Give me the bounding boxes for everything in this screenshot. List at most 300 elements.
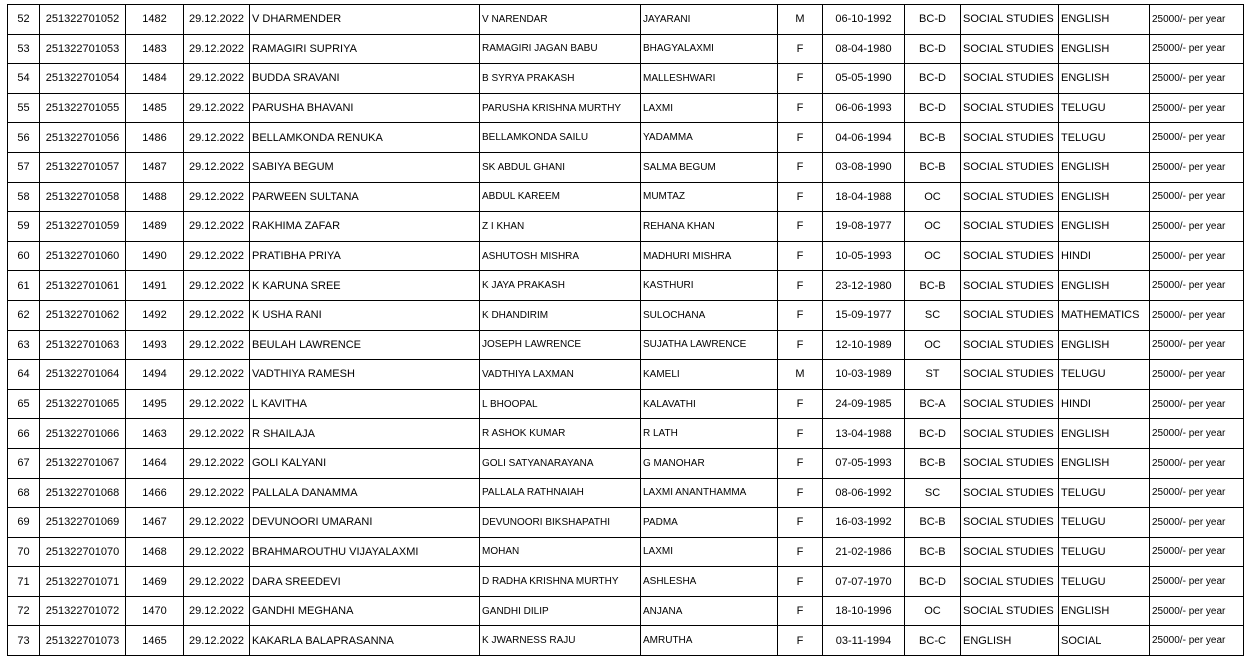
mother-name-cell: SULOCHANA xyxy=(641,300,778,330)
mother-name-cell: R LATH xyxy=(641,419,778,449)
roll-no-cell: 1468 xyxy=(126,537,184,567)
category-cell: BC-B xyxy=(905,537,961,567)
dob-cell: 07-07-1970 xyxy=(823,567,905,597)
date-cell: 29.12.2022 xyxy=(184,241,250,271)
roll-no-cell: 1483 xyxy=(126,34,184,64)
category-cell: OC xyxy=(905,241,961,271)
subject-2-cell: ENGLISH xyxy=(1059,5,1150,35)
father-name-cell: V NARENDAR xyxy=(480,5,641,35)
sl-no-cell: 69 xyxy=(8,508,40,538)
date-cell: 29.12.2022 xyxy=(184,360,250,390)
mother-name-cell: KALAVATHI xyxy=(641,389,778,419)
subject-2-cell: ENGLISH xyxy=(1059,64,1150,94)
roll-no-cell: 1495 xyxy=(126,389,184,419)
subject-2-cell: TELUGU xyxy=(1059,537,1150,567)
subject-1-cell: SOCIAL STUDIES xyxy=(961,152,1059,182)
subject-1-cell: SOCIAL STUDIES xyxy=(961,448,1059,478)
table-row xyxy=(8,360,1244,390)
subject-1-cell: SOCIAL STUDIES xyxy=(961,34,1059,64)
father-name-cell: SK ABDUL GHANI xyxy=(480,152,641,182)
name-cell: DARA SREEDEVI xyxy=(250,567,480,597)
category-cell: BC-B xyxy=(905,152,961,182)
reg-no-cell: 251322701065 xyxy=(40,389,126,419)
table-row xyxy=(8,330,1244,360)
fee-cell: 25000/- per year xyxy=(1150,508,1244,538)
subject-2-cell: MATHEMATICS xyxy=(1059,300,1150,330)
fee-cell: 25000/- per year xyxy=(1150,478,1244,508)
roll-no-cell: 1487 xyxy=(126,152,184,182)
subject-2-cell: ENGLISH xyxy=(1059,419,1150,449)
dob-cell: 05-05-1990 xyxy=(823,64,905,94)
dob-cell: 15-09-1977 xyxy=(823,300,905,330)
category-cell: BC-D xyxy=(905,5,961,35)
category-cell: BC-D xyxy=(905,34,961,64)
category-cell: OC xyxy=(905,596,961,626)
subject-1-cell: SOCIAL STUDIES xyxy=(961,389,1059,419)
father-name-cell: L BHOOPAL xyxy=(480,389,641,419)
sl-no-cell: 52 xyxy=(8,5,40,35)
date-cell: 29.12.2022 xyxy=(184,271,250,301)
subject-2-cell: ENGLISH xyxy=(1059,182,1150,212)
roll-no-cell: 1492 xyxy=(126,300,184,330)
sl-no-cell: 67 xyxy=(8,448,40,478)
dob-cell: 06-10-1992 xyxy=(823,5,905,35)
father-name-cell: JOSEPH LAWRENCE xyxy=(480,330,641,360)
mother-name-cell: SUJATHA LAWRENCE xyxy=(641,330,778,360)
date-cell: 29.12.2022 xyxy=(184,419,250,449)
name-cell: BRAHMAROUTHU VIJAYALAXMI xyxy=(250,537,480,567)
mother-name-cell: SALMA BEGUM xyxy=(641,152,778,182)
category-cell: ST xyxy=(905,360,961,390)
father-name-cell: R ASHOK KUMAR xyxy=(480,419,641,449)
fee-cell: 25000/- per year xyxy=(1150,212,1244,242)
date-cell: 29.12.2022 xyxy=(184,596,250,626)
sl-no-cell: 62 xyxy=(8,300,40,330)
category-cell: SC xyxy=(905,478,961,508)
roll-no-cell: 1494 xyxy=(126,360,184,390)
category-cell: OC xyxy=(905,330,961,360)
table-row xyxy=(8,34,1244,64)
roll-no-cell: 1484 xyxy=(126,64,184,94)
mother-name-cell: LAXMI ANANTHAMMA xyxy=(641,478,778,508)
category-cell: BC-B xyxy=(905,508,961,538)
fee-cell: 25000/- per year xyxy=(1150,567,1244,597)
gender-cell: M xyxy=(778,360,823,390)
fee-cell: 25000/- per year xyxy=(1150,5,1244,35)
fee-cell: 25000/- per year xyxy=(1150,123,1244,153)
sl-no-cell: 63 xyxy=(8,330,40,360)
name-cell: PARWEEN SULTANA xyxy=(250,182,480,212)
subject-2-cell: TELUGU xyxy=(1059,93,1150,123)
roll-no-cell: 1489 xyxy=(126,212,184,242)
category-cell: BC-D xyxy=(905,567,961,597)
dob-cell: 18-10-1996 xyxy=(823,596,905,626)
subject-1-cell: SOCIAL STUDIES xyxy=(961,360,1059,390)
gender-cell: F xyxy=(778,241,823,271)
subject-2-cell: TELUGU xyxy=(1059,360,1150,390)
name-cell: PALLALA DANAMMA xyxy=(250,478,480,508)
table-row xyxy=(8,389,1244,419)
reg-no-cell: 251322701064 xyxy=(40,360,126,390)
sl-no-cell: 60 xyxy=(8,241,40,271)
date-cell: 29.12.2022 xyxy=(184,182,250,212)
gender-cell: F xyxy=(778,448,823,478)
mother-name-cell: KAMELI xyxy=(641,360,778,390)
date-cell: 29.12.2022 xyxy=(184,330,250,360)
subject-1-cell: SOCIAL STUDIES xyxy=(961,212,1059,242)
mother-name-cell: LAXMI xyxy=(641,93,778,123)
reg-no-cell: 251322701063 xyxy=(40,330,126,360)
date-cell: 29.12.2022 xyxy=(184,300,250,330)
subject-1-cell: SOCIAL STUDIES xyxy=(961,5,1059,35)
dob-cell: 18-04-1988 xyxy=(823,182,905,212)
fee-cell: 25000/- per year xyxy=(1150,300,1244,330)
father-name-cell: ABDUL KAREEM xyxy=(480,182,641,212)
roll-no-cell: 1482 xyxy=(126,5,184,35)
gender-cell: F xyxy=(778,34,823,64)
date-cell: 29.12.2022 xyxy=(184,567,250,597)
category-cell: BC-D xyxy=(905,419,961,449)
subject-1-cell: SOCIAL STUDIES xyxy=(961,567,1059,597)
father-name-cell: D RADHA KRISHNA MURTHY xyxy=(480,567,641,597)
name-cell: K USHA RANI xyxy=(250,300,480,330)
reg-no-cell: 251322701059 xyxy=(40,212,126,242)
category-cell: BC-B xyxy=(905,448,961,478)
table-row xyxy=(8,64,1244,94)
subject-2-cell: ENGLISH xyxy=(1059,271,1150,301)
reg-no-cell: 251322701061 xyxy=(40,271,126,301)
sl-no-cell: 66 xyxy=(8,419,40,449)
subject-1-cell: SOCIAL STUDIES xyxy=(961,478,1059,508)
reg-no-cell: 251322701058 xyxy=(40,182,126,212)
mother-name-cell: MALLESHWARI xyxy=(641,64,778,94)
subject-2-cell: TELUGU xyxy=(1059,478,1150,508)
roll-no-cell: 1491 xyxy=(126,271,184,301)
table-body xyxy=(8,5,1244,656)
date-cell: 29.12.2022 xyxy=(184,64,250,94)
father-name-cell: GOLI SATYANARAYANA xyxy=(480,448,641,478)
reg-no-cell: 251322701066 xyxy=(40,419,126,449)
table-row xyxy=(8,596,1244,626)
fee-cell: 25000/- per year xyxy=(1150,271,1244,301)
table-row xyxy=(8,212,1244,242)
gender-cell: F xyxy=(778,300,823,330)
date-cell: 29.12.2022 xyxy=(184,123,250,153)
gender-cell: F xyxy=(778,64,823,94)
category-cell: BC-D xyxy=(905,93,961,123)
name-cell: DEVUNOORI UMARANI xyxy=(250,508,480,538)
roll-no-cell: 1464 xyxy=(126,448,184,478)
gender-cell: F xyxy=(778,537,823,567)
dob-cell: 06-06-1993 xyxy=(823,93,905,123)
reg-no-cell: 251322701053 xyxy=(40,34,126,64)
dob-cell: 10-05-1993 xyxy=(823,241,905,271)
sl-no-cell: 72 xyxy=(8,596,40,626)
category-cell: BC-C xyxy=(905,626,961,656)
reg-no-cell: 251322701071 xyxy=(40,567,126,597)
fee-cell: 25000/- per year xyxy=(1150,330,1244,360)
category-cell: SC xyxy=(905,300,961,330)
name-cell: PARUSHA BHAVANI xyxy=(250,93,480,123)
reg-no-cell: 251322701055 xyxy=(40,93,126,123)
date-cell: 29.12.2022 xyxy=(184,5,250,35)
subject-1-cell: SOCIAL STUDIES xyxy=(961,508,1059,538)
date-cell: 29.12.2022 xyxy=(184,626,250,656)
dob-cell: 16-03-1992 xyxy=(823,508,905,538)
subject-1-cell: SOCIAL STUDIES xyxy=(961,300,1059,330)
mother-name-cell: LAXMI xyxy=(641,537,778,567)
name-cell: RAMAGIRI SUPRIYA xyxy=(250,34,480,64)
subject-2-cell: ENGLISH xyxy=(1059,212,1150,242)
mother-name-cell: KASTHURI xyxy=(641,271,778,301)
reg-no-cell: 251322701057 xyxy=(40,152,126,182)
sl-no-cell: 71 xyxy=(8,567,40,597)
reg-no-cell: 251322701060 xyxy=(40,241,126,271)
table-row xyxy=(8,567,1244,597)
name-cell: GANDHI MEGHANA xyxy=(250,596,480,626)
reg-no-cell: 251322701062 xyxy=(40,300,126,330)
father-name-cell: K DHANDIRIM xyxy=(480,300,641,330)
name-cell: BELLAMKONDA RENUKA xyxy=(250,123,480,153)
gender-cell: M xyxy=(778,5,823,35)
date-cell: 29.12.2022 xyxy=(184,152,250,182)
reg-no-cell: 251322701067 xyxy=(40,448,126,478)
subject-1-cell: SOCIAL STUDIES xyxy=(961,64,1059,94)
gender-cell: F xyxy=(778,567,823,597)
subject-2-cell: HINDI xyxy=(1059,241,1150,271)
subject-2-cell: ENGLISH xyxy=(1059,152,1150,182)
fee-cell: 25000/- per year xyxy=(1150,182,1244,212)
sl-no-cell: 58 xyxy=(8,182,40,212)
mother-name-cell: ASHLESHA xyxy=(641,567,778,597)
gender-cell: F xyxy=(778,626,823,656)
table-row xyxy=(8,419,1244,449)
roll-no-cell: 1469 xyxy=(126,567,184,597)
fee-cell: 25000/- per year xyxy=(1150,596,1244,626)
name-cell: BUDDA SRAVANI xyxy=(250,64,480,94)
dob-cell: 24-09-1985 xyxy=(823,389,905,419)
table-row xyxy=(8,448,1244,478)
table-row xyxy=(8,241,1244,271)
mother-name-cell: BHAGYALAXMI xyxy=(641,34,778,64)
father-name-cell: PALLALA RATHNAIAH xyxy=(480,478,641,508)
fee-cell: 25000/- per year xyxy=(1150,93,1244,123)
reg-no-cell: 251322701068 xyxy=(40,478,126,508)
subject-1-cell: SOCIAL STUDIES xyxy=(961,182,1059,212)
roll-no-cell: 1488 xyxy=(126,182,184,212)
name-cell: RAKHIMA ZAFAR xyxy=(250,212,480,242)
sl-no-cell: 55 xyxy=(8,93,40,123)
mother-name-cell: AMRUTHA xyxy=(641,626,778,656)
mother-name-cell: G MANOHAR xyxy=(641,448,778,478)
fee-cell: 25000/- per year xyxy=(1150,64,1244,94)
name-cell: PRATIBHA PRIYA xyxy=(250,241,480,271)
date-cell: 29.12.2022 xyxy=(184,34,250,64)
table-row xyxy=(8,537,1244,567)
sl-no-cell: 54 xyxy=(8,64,40,94)
roll-no-cell: 1465 xyxy=(126,626,184,656)
reg-no-cell: 251322701070 xyxy=(40,537,126,567)
date-cell: 29.12.2022 xyxy=(184,93,250,123)
table-row xyxy=(8,478,1244,508)
date-cell: 29.12.2022 xyxy=(184,508,250,538)
father-name-cell: VADTHIYA LAXMAN xyxy=(480,360,641,390)
roll-no-cell: 1463 xyxy=(126,419,184,449)
subject-1-cell: SOCIAL STUDIES xyxy=(961,537,1059,567)
date-cell: 29.12.2022 xyxy=(184,448,250,478)
reg-no-cell: 251322701072 xyxy=(40,596,126,626)
mother-name-cell: REHANA KHAN xyxy=(641,212,778,242)
father-name-cell: GANDHI DILIP xyxy=(480,596,641,626)
reg-no-cell: 251322701073 xyxy=(40,626,126,656)
dob-cell: 19-08-1977 xyxy=(823,212,905,242)
name-cell: SABIYA BEGUM xyxy=(250,152,480,182)
father-name-cell: K JWARNESS RAJU xyxy=(480,626,641,656)
roll-no-cell: 1467 xyxy=(126,508,184,538)
gender-cell: F xyxy=(778,419,823,449)
dob-cell: 07-05-1993 xyxy=(823,448,905,478)
roll-no-cell: 1486 xyxy=(126,123,184,153)
roll-no-cell: 1470 xyxy=(126,596,184,626)
fee-cell: 25000/- per year xyxy=(1150,537,1244,567)
fee-cell: 25000/- per year xyxy=(1150,419,1244,449)
mother-name-cell: YADAMMA xyxy=(641,123,778,153)
reg-no-cell: 251322701069 xyxy=(40,508,126,538)
fee-cell: 25000/- per year xyxy=(1150,448,1244,478)
name-cell: V DHARMENDER xyxy=(250,5,480,35)
name-cell: VADTHIYA RAMESH xyxy=(250,360,480,390)
date-cell: 29.12.2022 xyxy=(184,537,250,567)
father-name-cell: RAMAGIRI JAGAN BABU xyxy=(480,34,641,64)
category-cell: BC-B xyxy=(905,271,961,301)
dob-cell: 23-12-1980 xyxy=(823,271,905,301)
subject-1-cell: SOCIAL STUDIES xyxy=(961,123,1059,153)
category-cell: BC-A xyxy=(905,389,961,419)
category-cell: BC-B xyxy=(905,123,961,153)
gender-cell: F xyxy=(778,330,823,360)
mother-name-cell: JAYARANI xyxy=(641,5,778,35)
subject-1-cell: SOCIAL STUDIES xyxy=(961,330,1059,360)
subject-1-cell: SOCIAL STUDIES xyxy=(961,241,1059,271)
table-row xyxy=(8,152,1244,182)
gender-cell: F xyxy=(778,123,823,153)
gender-cell: F xyxy=(778,212,823,242)
category-cell: OC xyxy=(905,212,961,242)
table-row xyxy=(8,271,1244,301)
dob-cell: 12-10-1989 xyxy=(823,330,905,360)
mother-name-cell: MUMTAZ xyxy=(641,182,778,212)
mother-name-cell: ANJANA xyxy=(641,596,778,626)
subject-2-cell: ENGLISH xyxy=(1059,448,1150,478)
fee-cell: 25000/- per year xyxy=(1150,360,1244,390)
subject-2-cell: SOCIAL xyxy=(1059,626,1150,656)
dob-cell: 04-06-1994 xyxy=(823,123,905,153)
gender-cell: F xyxy=(778,182,823,212)
mother-name-cell: MADHURI MISHRA xyxy=(641,241,778,271)
sl-no-cell: 61 xyxy=(8,271,40,301)
subject-2-cell: HINDI xyxy=(1059,389,1150,419)
fee-cell: 25000/- per year xyxy=(1150,152,1244,182)
fee-cell: 25000/- per year xyxy=(1150,241,1244,271)
reg-no-cell: 251322701052 xyxy=(40,5,126,35)
subject-2-cell: ENGLISH xyxy=(1059,596,1150,626)
fee-cell: 25000/- per year xyxy=(1150,34,1244,64)
roll-no-cell: 1490 xyxy=(126,241,184,271)
table-row xyxy=(8,182,1244,212)
name-cell: R SHAILAJA xyxy=(250,419,480,449)
father-name-cell: PARUSHA KRISHNA MURTHY xyxy=(480,93,641,123)
subject-1-cell: SOCIAL STUDIES xyxy=(961,271,1059,301)
father-name-cell: Z I KHAN xyxy=(480,212,641,242)
name-cell: L KAVITHA xyxy=(250,389,480,419)
sl-no-cell: 65 xyxy=(8,389,40,419)
subject-2-cell: TELUGU xyxy=(1059,567,1150,597)
fee-cell: 25000/- per year xyxy=(1150,389,1244,419)
category-cell: BC-D xyxy=(905,64,961,94)
name-cell: GOLI KALYANI xyxy=(250,448,480,478)
father-name-cell: K JAYA PRAKASH xyxy=(480,271,641,301)
subject-2-cell: TELUGU xyxy=(1059,508,1150,538)
subject-2-cell: ENGLISH xyxy=(1059,34,1150,64)
reg-no-cell: 251322701054 xyxy=(40,64,126,94)
subject-1-cell: SOCIAL STUDIES xyxy=(961,93,1059,123)
subject-2-cell: ENGLISH xyxy=(1059,330,1150,360)
date-cell: 29.12.2022 xyxy=(184,212,250,242)
table-row xyxy=(8,300,1244,330)
sl-no-cell: 56 xyxy=(8,123,40,153)
father-name-cell: ASHUTOSH MISHRA xyxy=(480,241,641,271)
subject-1-cell: SOCIAL STUDIES xyxy=(961,419,1059,449)
father-name-cell: DEVUNOORI BIKSHAPATHI xyxy=(480,508,641,538)
table-row xyxy=(8,5,1244,35)
sl-no-cell: 68 xyxy=(8,478,40,508)
roll-no-cell: 1485 xyxy=(126,93,184,123)
sl-no-cell: 73 xyxy=(8,626,40,656)
dob-cell: 03-08-1990 xyxy=(823,152,905,182)
roll-no-cell: 1466 xyxy=(126,478,184,508)
name-cell: K KARUNA SREE xyxy=(250,271,480,301)
date-cell: 29.12.2022 xyxy=(184,389,250,419)
dob-cell: 13-04-1988 xyxy=(823,419,905,449)
father-name-cell: B SYRYA PRAKASH xyxy=(480,64,641,94)
gender-cell: F xyxy=(778,271,823,301)
table-row xyxy=(8,123,1244,153)
gender-cell: F xyxy=(778,478,823,508)
subject-1-cell: ENGLISH xyxy=(961,626,1059,656)
table-row xyxy=(8,508,1244,538)
dob-cell: 08-04-1980 xyxy=(823,34,905,64)
gender-cell: F xyxy=(778,596,823,626)
name-cell: BEULAH LAWRENCE xyxy=(250,330,480,360)
fee-cell: 25000/- per year xyxy=(1150,626,1244,656)
mother-name-cell: PADMA xyxy=(641,508,778,538)
subject-2-cell: TELUGU xyxy=(1059,123,1150,153)
table-row xyxy=(8,626,1244,656)
category-cell: OC xyxy=(905,182,961,212)
gender-cell: F xyxy=(778,93,823,123)
name-cell: KAKARLA BALAPRASANNA xyxy=(250,626,480,656)
table-row xyxy=(8,93,1244,123)
sl-no-cell: 64 xyxy=(8,360,40,390)
dob-cell: 10-03-1989 xyxy=(823,360,905,390)
gender-cell: F xyxy=(778,508,823,538)
date-cell: 29.12.2022 xyxy=(184,478,250,508)
roll-no-cell: 1493 xyxy=(126,330,184,360)
subject-1-cell: SOCIAL STUDIES xyxy=(961,596,1059,626)
dob-cell: 08-06-1992 xyxy=(823,478,905,508)
dob-cell: 21-02-1986 xyxy=(823,537,905,567)
reg-no-cell: 251322701056 xyxy=(40,123,126,153)
